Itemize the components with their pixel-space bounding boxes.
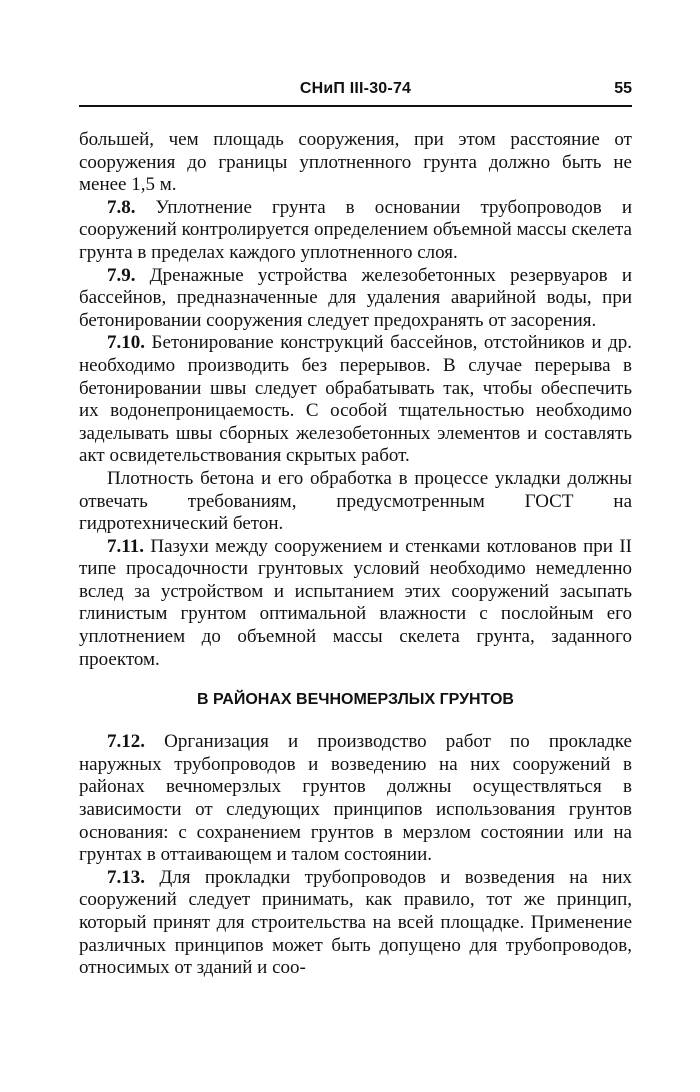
header-rule [79,105,632,107]
header-title: СНиП III-30-74 [299,80,412,97]
paragraph-text: Бетонирование конструкций бассейнов, отстойников и др. необходимо производить без перерывов. В случае перерыва в бетонировании швы следует обрабатывать так, чтобы обеспечить их водонепроницаемость. С особой тщательностью необходимо заделывать швы сборных железобетонных элементов и составлять акт освидетельствования скрытых работ. [79,332,632,467]
clause-number: 7.13. [107,866,145,888]
paragraph-7-12 [79,731,632,867]
clause-number: 7.12. [107,731,145,753]
paragraph-text: Уплотнение грунта в основании трубопроводов и сооружений контролируется определением объемной массы скелета грунта в пределах каждого уплотненного слоя. [79,196,632,263]
paragraph-7-10 [79,332,632,468]
paragraph-7-11 [79,536,632,672]
paragraph-7-9 [79,265,632,333]
paragraph-concrete-density [79,468,632,536]
running-header [79,76,632,102]
paragraph-text: Организация и производство работ по прокладке наружных трубопроводов и возведению на них сооружений в районах вечномерзлых грунтов должны осуществляться в зависимости от следующих принципов использования грунтов основания: с сохранением грунтов в мерзлом состоянии или на грунтах в оттаивающем и талом состоянии. [79,731,632,866]
paragraph-continuation [79,129,632,197]
clause-number: 7.8. [107,196,136,218]
clause-number: 7.11. [107,535,144,557]
clause-number: 7.9. [107,264,136,286]
paragraph-text: Дренажные устройства железобетонных резервуаров и бассейнов, предназначенные для удаления аварийной воды, при бетонировании сооружения следует предохранять от засорения. [79,264,632,331]
body-text [79,129,632,980]
section-heading: В РАЙОНАХ ВЕЧНОМЕРЗЛЫХ ГРУНТОВ [197,691,514,709]
paragraph-text: Пазухи между сооружением и стенками котлованов при II типе просадочности грунтовых условий необходимо немедленно вслед за устройством и испытанием этих сооружений засыпать глинистым грунтом оптимальной влажности с послойным его уплотнением до объемной массы скелета грунта, заданного проектом. [79,535,632,670]
clause-number: 7.10. [107,332,145,354]
paragraph-text: большей, чем площадь сооружения, при этом расстояние от сооружения до границы уплотненного грунта должно быть не менее 1,5 м. [79,129,632,196]
paragraph-7-8 [79,197,632,265]
document-page [79,76,632,979]
page-number: 55 [614,80,632,97]
paragraph-text: Для прокладки трубопроводов и возведения на них сооружений следует принимать, как правило, тот же принцип, который принят для строительства на всей площадке. Применение различных принципов может быть допущено для трубопроводов, относимых от зданий и соо- [79,866,632,979]
paragraph-7-13 [79,867,632,980]
paragraph-text: Плотность бетона и его обработка в процессе укладки должны отвечать требованиям, предусмотренным ГОСТ на гидротехнический бетон. [79,467,632,535]
